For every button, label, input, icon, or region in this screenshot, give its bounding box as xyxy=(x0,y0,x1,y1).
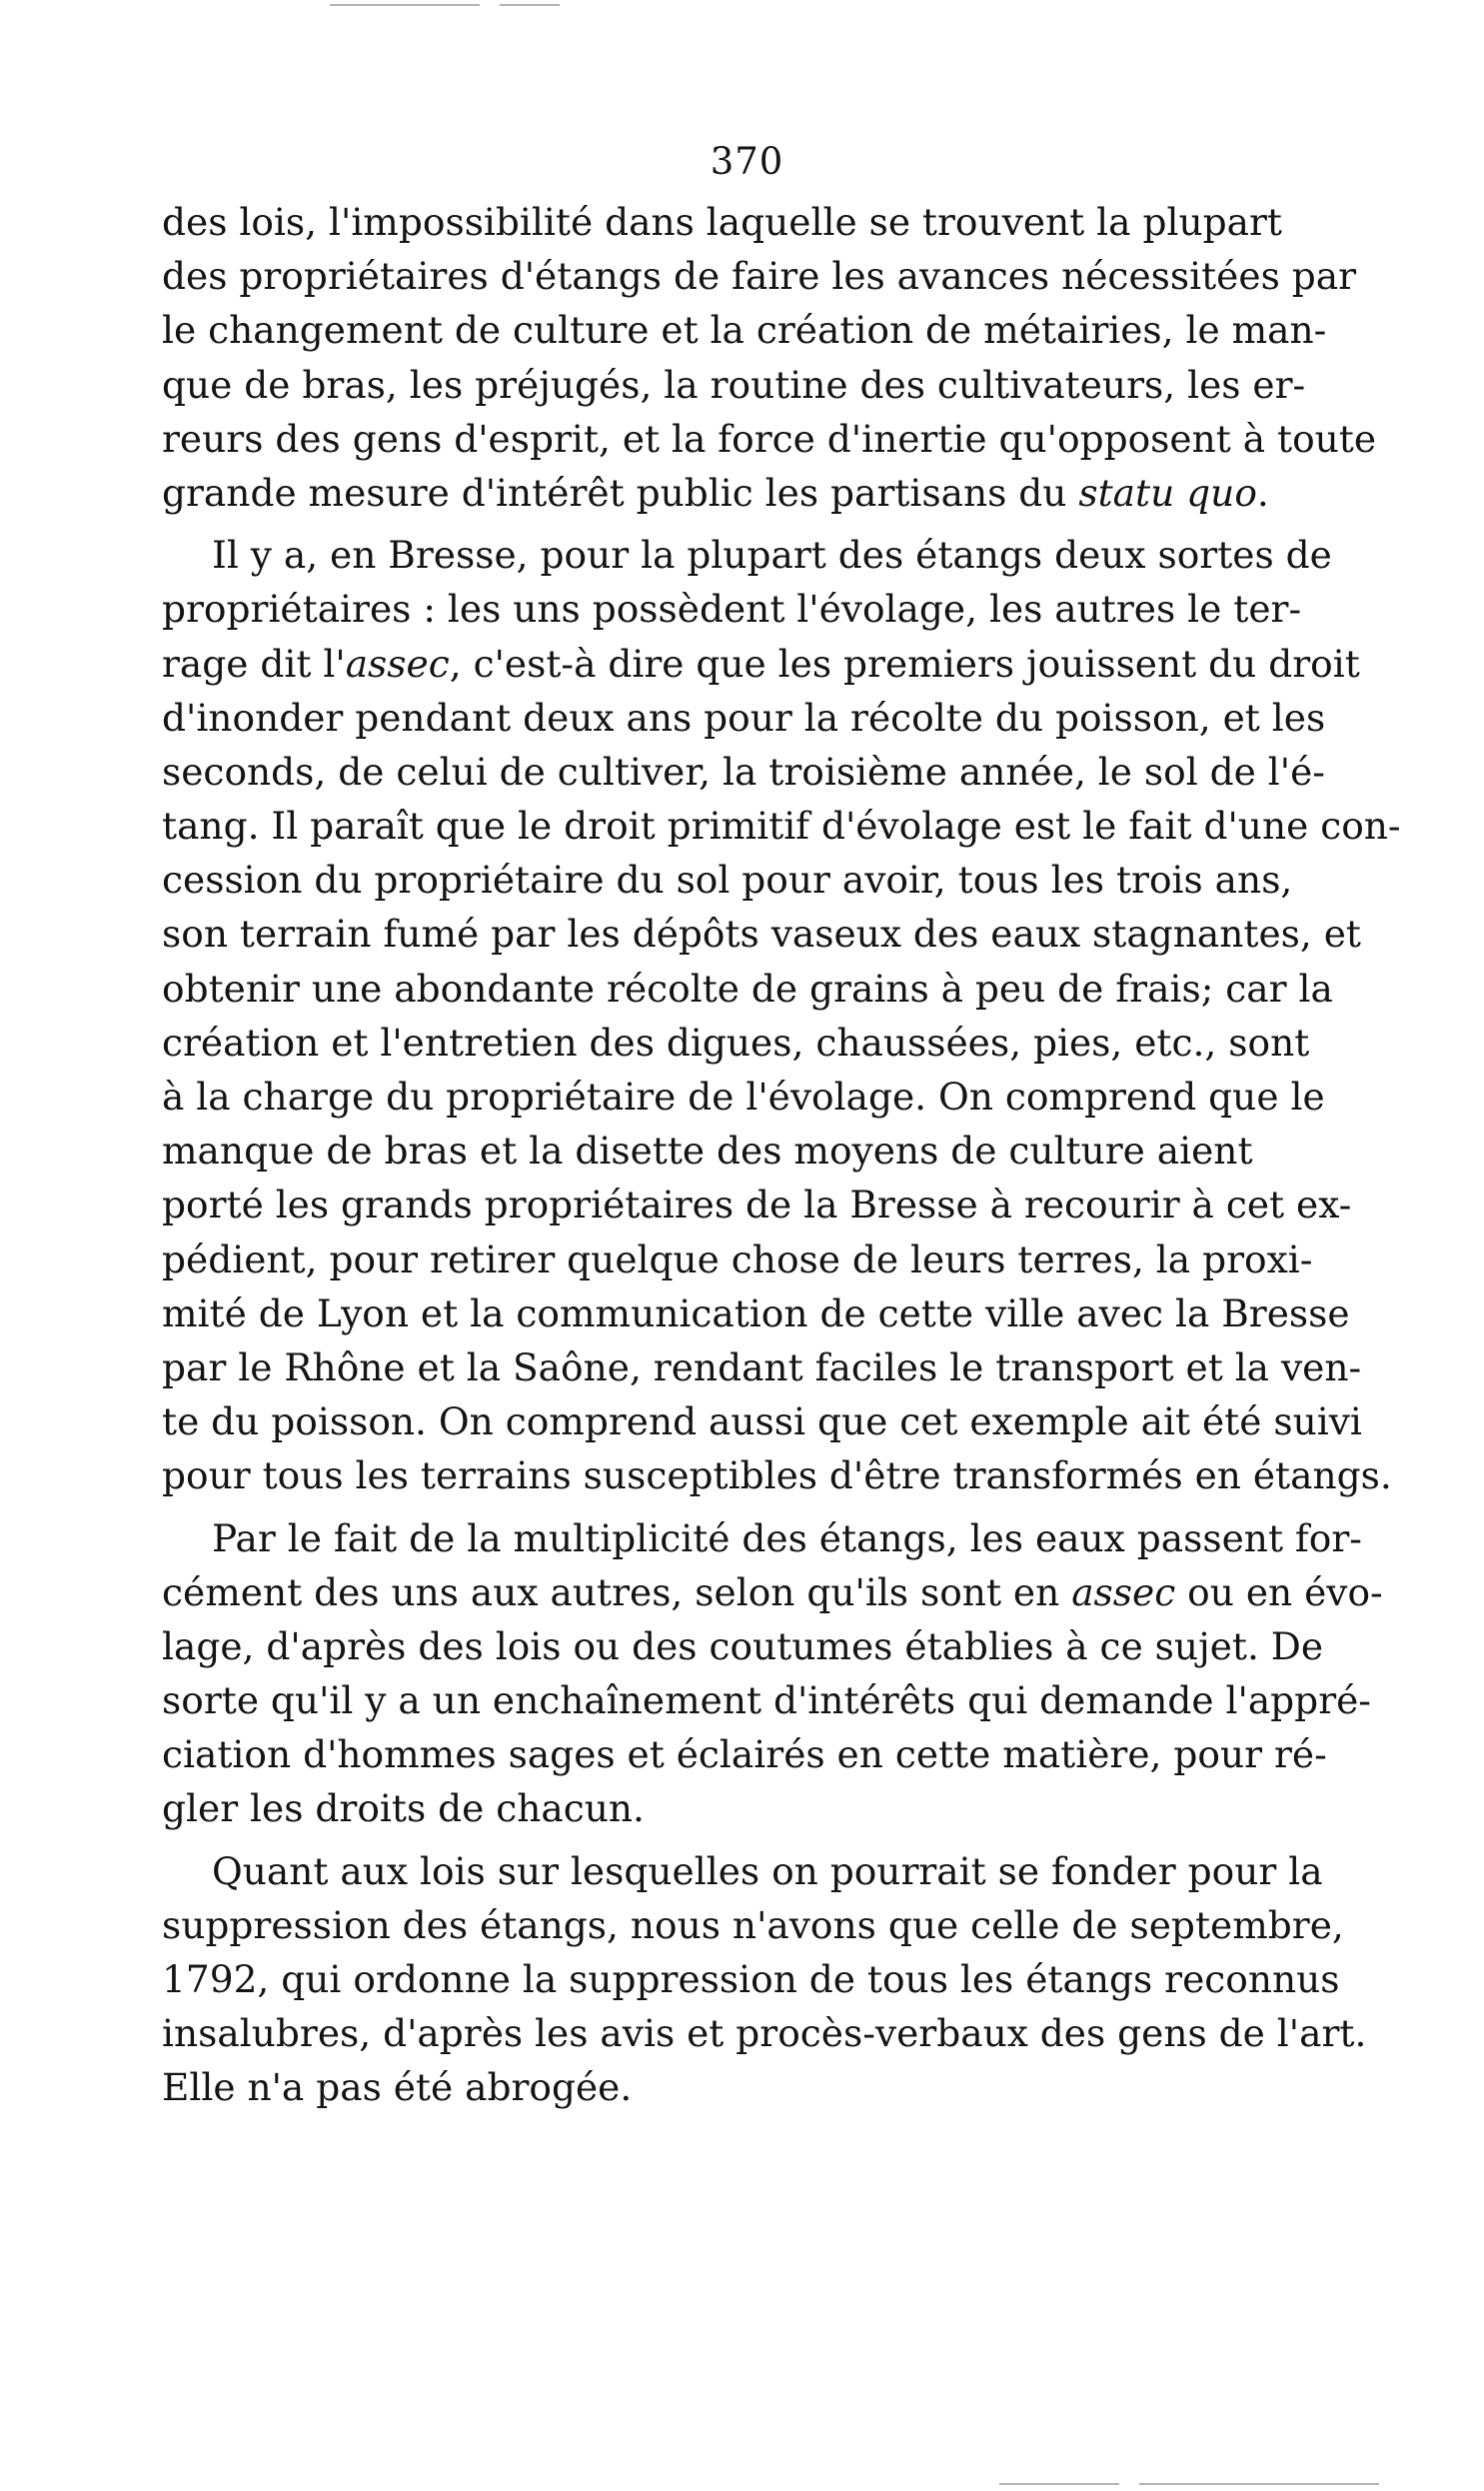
text-line: Quant aux lois sur lesquelles on pourrait se fonder pour la xyxy=(212,1848,1323,1893)
bottom-edge-mark xyxy=(999,2483,1119,2485)
text-line: sorte qu'il y a un enchaînement d'intérêts qui demande l'appré- xyxy=(162,1678,1371,1723)
text-line: 1792, qui ordonne la suppression de tous les étangs reconnus xyxy=(162,1957,1340,2001)
text-line: porté les grands propriétaires de la Bresse à recourir à cet ex- xyxy=(162,1183,1352,1228)
text-line: reurs des gens d'esprit, et la force d'inertie qu'opposent à toute xyxy=(162,416,1377,461)
italic-term: assec xyxy=(345,641,450,686)
text-fragment: grande mesure d'intérêt public les partisans du xyxy=(162,470,1079,515)
text-line: création et l'entretien des digues, chaussées, pies, etc., sont xyxy=(162,1020,1310,1065)
text-line: des lois, l'impossibilité dans laquelle se trouvent la plupart xyxy=(162,200,1282,244)
text-line: d'inonder pendant deux ans pour la récolte du poisson, et les xyxy=(162,695,1326,740)
page-number: 370 xyxy=(710,140,784,183)
text-line xyxy=(162,637,1360,691)
text-line xyxy=(162,466,1269,520)
body-text xyxy=(162,195,1401,2115)
text-fragment: ou en évo- xyxy=(1175,1569,1383,1614)
text-line: le changement de culture et la création de métairies, le man- xyxy=(162,308,1327,353)
italic-term: statu quo xyxy=(1078,470,1257,515)
text-fragment: , c'est-à dire que les premiers jouissent du droit xyxy=(449,641,1360,686)
text-line: ciation d'hommes sages et éclairés en cette matière, pour ré- xyxy=(162,1732,1327,1777)
text-fragment: . xyxy=(1256,470,1269,515)
text-fragment: rage dit l' xyxy=(162,641,346,686)
text-line: à la charge du propriétaire de l'évolage. On comprend que le xyxy=(162,1075,1325,1119)
italic-term: assec xyxy=(1071,1569,1176,1614)
text-line: Par le fait de la multiplicité des étangs, les eaux passent for- xyxy=(212,1515,1362,1560)
text-line: obtenir une abondante récolte de grains à peu de frais; car la xyxy=(162,966,1333,1011)
text-fragment: cément des uns aux autres, selon qu'ils sont en xyxy=(162,1569,1072,1614)
top-edge-mark xyxy=(330,4,480,6)
text-line: mité de Lyon et la communication de cette ville avec la Bresse xyxy=(162,1290,1350,1335)
text-line: que de bras, les préjugés, la routine des cultivateurs, les er- xyxy=(162,362,1306,407)
text-line: Elle n'a pas été abrogée. xyxy=(162,2065,633,2110)
text-line: insalubres, d'après les avis et procès-verbaux des gens de l'art. xyxy=(162,2011,1367,2056)
bottom-edge-mark xyxy=(1139,2483,1379,2485)
text-line: pour tous les terrains susceptibles d'être transformés en étangs. xyxy=(162,1453,1392,1498)
text-line: Il y a, en Bresse, pour la plupart des étangs deux sortes de xyxy=(212,533,1332,578)
text-line: lage, d'après des lois ou des coutumes établies à ce sujet. De xyxy=(162,1623,1324,1668)
top-edge-mark xyxy=(500,4,560,6)
text-line: cession du propriétaire du sol pour avoir, tous les trois ans, xyxy=(162,858,1293,903)
text-line: manque de bras et la disette des moyens de culture aient xyxy=(162,1129,1253,1174)
text-line: son terrain fumé par les dépôts vaseux des eaux stagnantes, et xyxy=(162,912,1361,957)
text-line: seconds, de celui de cultiver, la troisième année, le sol de l'é- xyxy=(162,749,1325,794)
text-line: te du poisson. On comprend aussi que cet exemple ait été suivi xyxy=(162,1399,1362,1444)
text-line: pédient, pour retirer quelque chose de leurs terres, la proxi- xyxy=(162,1237,1313,1281)
text-line: des propriétaires d'étangs de faire les avances nécessitées par xyxy=(162,254,1357,299)
text-line: tang. Il paraît que le droit primitif d'évolage est le fait d'une con- xyxy=(162,804,1401,849)
text-line: propriétaires : les uns possèdent l'évolage, les autres le ter- xyxy=(162,587,1302,632)
text-line: suppression des étangs, nous n'avons que celle de septembre, xyxy=(162,1902,1344,1947)
text-line xyxy=(162,1565,1383,1619)
text-line: par le Rhône et la Saône, rendant faciles le transport et la ven- xyxy=(162,1344,1362,1389)
text-line: gler les droits de chacun. xyxy=(162,1786,645,1831)
